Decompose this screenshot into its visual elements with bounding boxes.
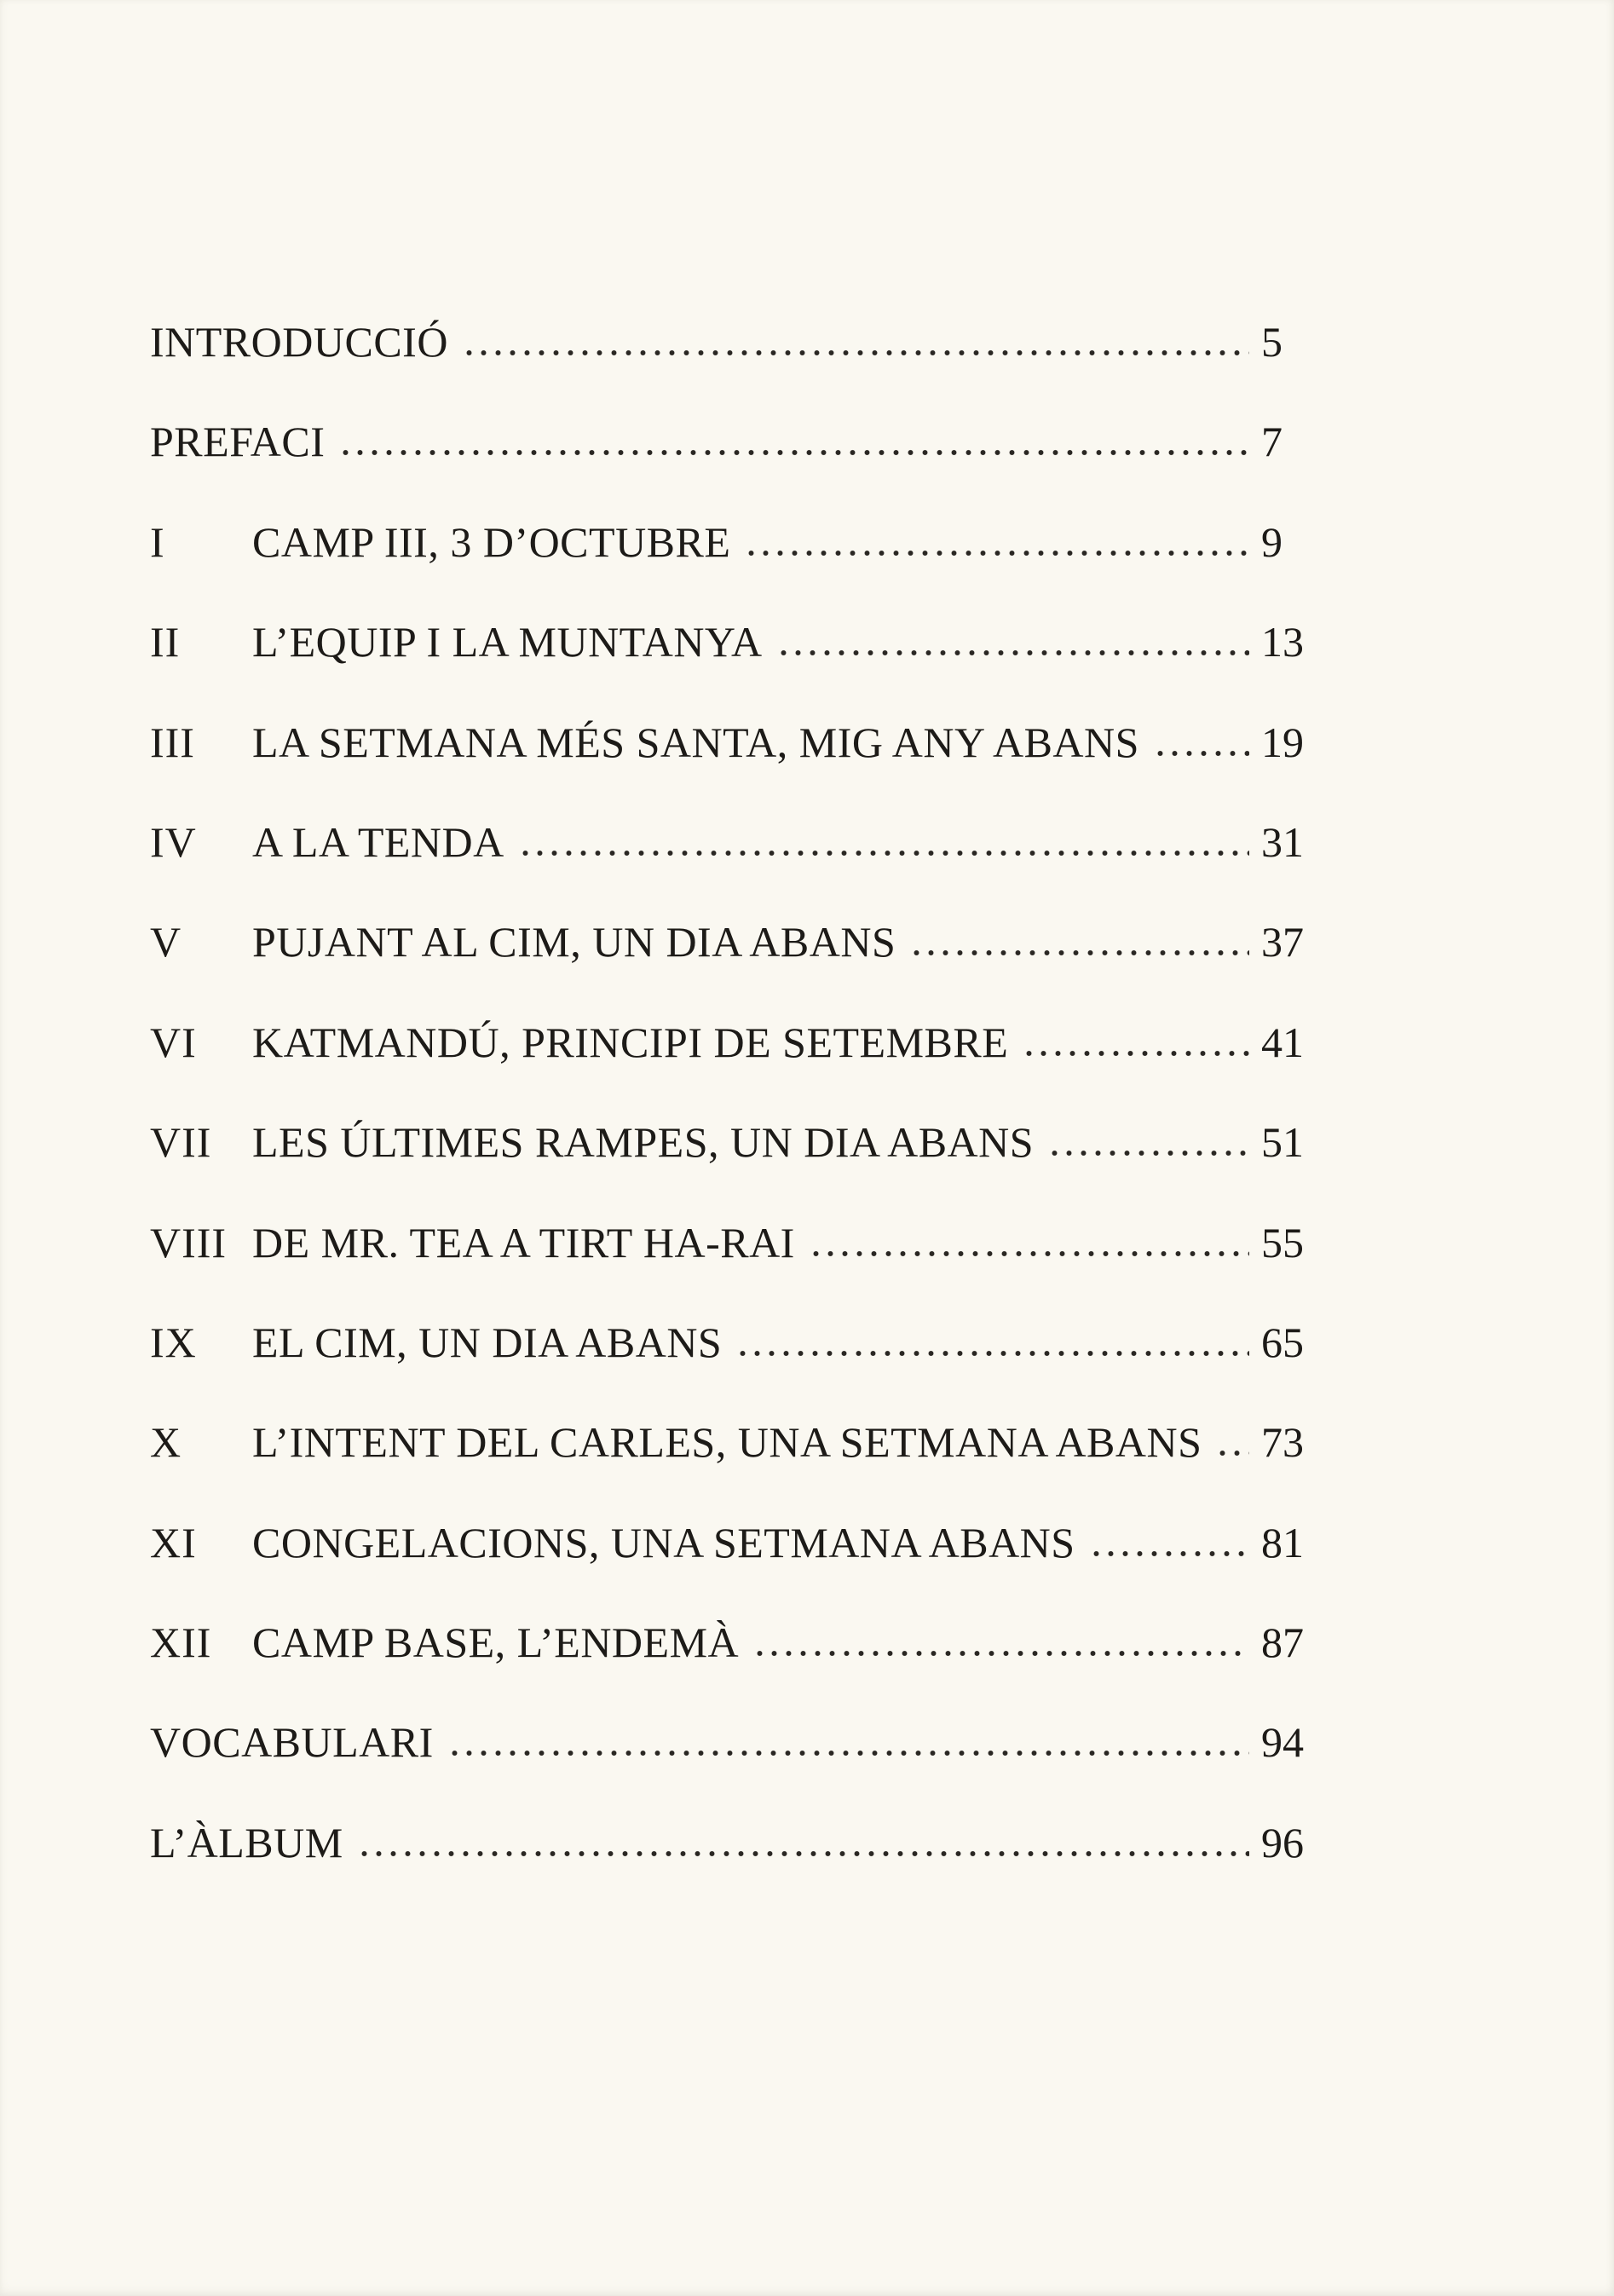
toc-entry <box>150 617 1336 717</box>
page-number: 7 <box>1261 418 1283 466</box>
chapter-title: PUJANT AL CIM, UN DIA ABANS <box>252 918 896 966</box>
toc-entry <box>150 1417 1336 1517</box>
dot-leader <box>1215 1450 1249 1457</box>
toc-entry <box>150 817 1336 917</box>
chapter-title: L’ÀLBUM <box>150 1818 343 1866</box>
dot-leader <box>776 649 1249 656</box>
page-number: 9 <box>1261 517 1283 566</box>
chapter-title: VOCABULARI <box>150 1718 434 1767</box>
chapter-title: L’INTENT DEL CARLES, UNA SETMANA ABANS <box>252 1418 1202 1467</box>
dot-leader <box>735 1350 1249 1357</box>
toc-entry <box>150 1717 1336 1817</box>
chapter-title: PREFACI <box>150 418 326 466</box>
dot-leader <box>518 850 1249 857</box>
dot-leader <box>338 449 1249 456</box>
toc-entry <box>150 1818 1336 1918</box>
dot-leader <box>752 1650 1249 1657</box>
chapter-numeral: III <box>150 718 195 766</box>
chapter-title: LA SETMANA MÉS SANTA, MIG ANY ABANS <box>252 718 1139 766</box>
page-number: 19 <box>1261 718 1304 766</box>
dot-leader <box>1153 750 1249 757</box>
chapter-title: KATMANDÚ, PRINCIPI DE SETEMBRE <box>252 1018 1009 1066</box>
page-number: 13 <box>1261 618 1304 666</box>
chapter-title: L’EQUIP I LA MUNTANYA <box>252 618 763 666</box>
chapter-title: LES ÚLTIMES RAMPES, UN DIA ABANS <box>252 1118 1035 1167</box>
chapter-title: CAMP III, 3 D’OCTUBRE <box>252 517 731 566</box>
dot-leader <box>447 1750 1249 1757</box>
dot-leader <box>1047 1150 1249 1157</box>
chapter-numeral: XI <box>150 1518 197 1566</box>
dot-leader <box>357 1850 1249 1857</box>
page-number: 73 <box>1261 1418 1304 1467</box>
page-number: 55 <box>1261 1218 1304 1266</box>
chapter-title: INTRODUCCIÓ <box>150 318 448 366</box>
chapter-title: CONGELACIONS, UNA SETMANA ABANS <box>252 1518 1075 1566</box>
dot-leader <box>462 349 1249 356</box>
toc-entry <box>150 718 1336 817</box>
chapter-title: EL CIM, UN DIA ABANS <box>252 1318 723 1366</box>
page-number: 81 <box>1261 1518 1304 1566</box>
dot-leader <box>909 949 1249 956</box>
page-number: 37 <box>1261 918 1304 966</box>
dot-leader <box>1022 1050 1249 1057</box>
chapter-numeral: VI <box>150 1018 197 1066</box>
toc-entry <box>150 517 1336 617</box>
page-number: 87 <box>1261 1618 1304 1667</box>
chapter-numeral: X <box>150 1418 182 1467</box>
toc-entry <box>150 917 1336 1017</box>
chapter-numeral: IV <box>150 817 197 866</box>
chapter-title: CAMP BASE, L’ENDEMÀ <box>252 1618 740 1667</box>
toc-entry <box>150 1117 1336 1217</box>
chapter-title: A LA TENDA <box>252 817 504 866</box>
chapter-numeral: XII <box>150 1618 212 1667</box>
table-of-contents <box>150 317 1336 1918</box>
page-number: 51 <box>1261 1118 1304 1167</box>
toc-entry <box>150 1218 1336 1318</box>
chapter-numeral: VIII <box>150 1218 228 1266</box>
toc-entry <box>150 1318 1336 1417</box>
page-number: 65 <box>1261 1318 1304 1366</box>
page-number: 94 <box>1261 1718 1304 1767</box>
chapter-numeral: IX <box>150 1318 197 1366</box>
page-number: 5 <box>1261 318 1283 366</box>
toc-entry <box>150 317 1336 417</box>
dot-leader <box>744 550 1249 557</box>
page-number: 96 <box>1261 1818 1304 1866</box>
toc-entry <box>150 1018 1336 1117</box>
page-number: 31 <box>1261 817 1304 866</box>
toc-entry <box>150 1618 1336 1717</box>
chapter-numeral: I <box>150 517 165 566</box>
toc-entry <box>150 417 1336 516</box>
chapter-numeral: II <box>150 618 181 666</box>
toc-entry <box>150 1518 1336 1618</box>
dot-leader <box>809 1250 1249 1257</box>
page-number: 41 <box>1261 1018 1304 1066</box>
chapter-numeral: VII <box>150 1118 212 1167</box>
dot-leader <box>1089 1550 1249 1557</box>
chapter-numeral: V <box>150 918 182 966</box>
chapter-title: DE MR. TEA A TIRT HA-RAI <box>252 1218 795 1266</box>
